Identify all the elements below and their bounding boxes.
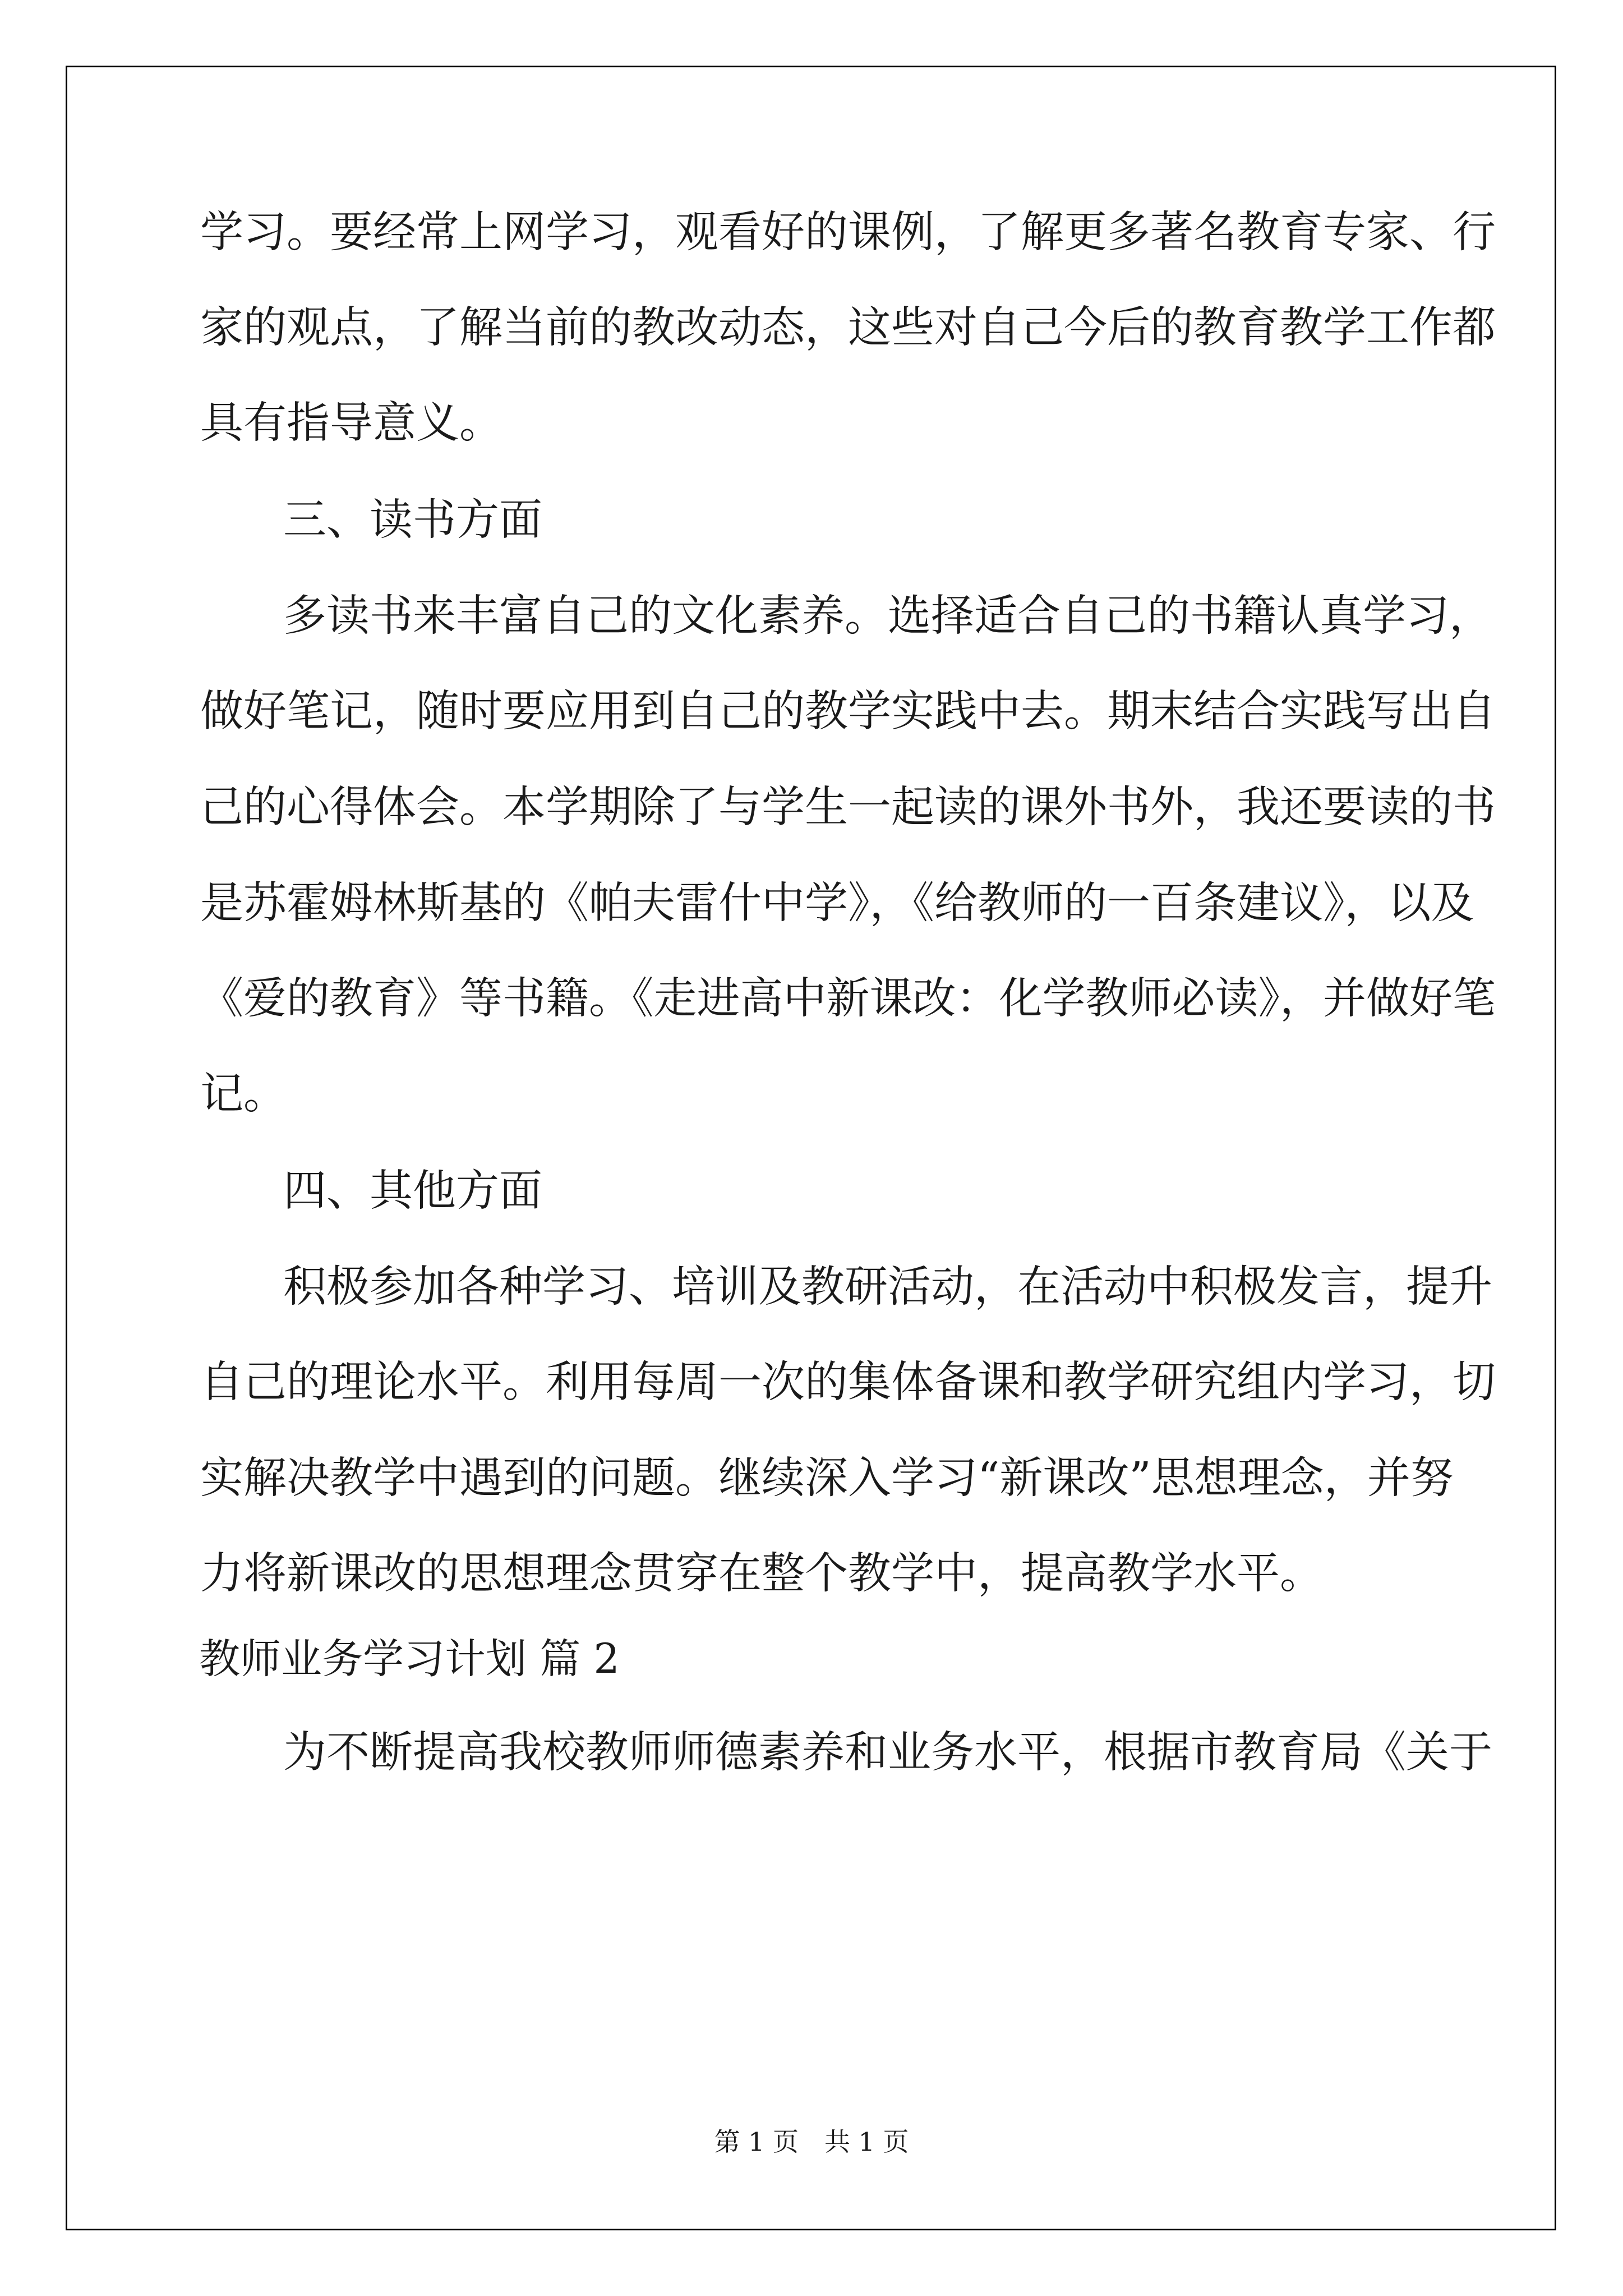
section-heading-reading: 三、读书方面	[283, 495, 542, 545]
paragraph-line: 多读书来丰富自己的文化素养。选择适合自己的书籍认真学习，	[283, 591, 1492, 641]
paragraph-line: 具有指导意义。	[200, 398, 502, 448]
paragraph-line: 是苏霍姆林斯基的《帕夫雷什中学》，《给教师的一百条建议》，以及	[200, 878, 1474, 928]
paragraph-line: 家的观点，了解当前的教改动态，这些对自己今后的教育教学工作都	[200, 303, 1496, 353]
paragraph-line: 做好笔记，随时要应用到自己的教学实践中去。期末结合实践写出自	[200, 687, 1496, 737]
paragraph-line: 为不断提高我校教师师德素养和业务水平，根据市教育局《关于	[283, 1728, 1492, 1778]
paragraph-line: 记。	[200, 1069, 287, 1119]
paragraph-line: 自己的理论水平。利用每周一次的集体备课和教学研究组内学习，切	[200, 1358, 1496, 1407]
paragraph-line: 《爱的教育》等书籍。《走进高中新课改：化学教师必读》，并做好笔	[200, 974, 1496, 1024]
paragraph-line: 力将新课改的思想理念贯穿在整个教学中，提高教学水平。	[200, 1549, 1323, 1599]
paragraph-line: 实解决教学中遇到的问题。继续深入学习“新课改”思想理念，并努	[200, 1453, 1454, 1503]
paragraph-line: 积极参加各种学习、培训及教研活动，在活动中积极发言，提升	[283, 1262, 1492, 1312]
paragraph-line: 己的心得体会。本学期除了与学生一起读的课外书外，我还要读的书	[200, 783, 1496, 832]
page-border	[66, 66, 1556, 2230]
page-number-footer: 第 1 页 共 1 页	[714, 2127, 909, 2157]
section-heading-other: 四、其他方面	[283, 1166, 542, 1216]
paragraph-line: 学习。要经常上网学习，观看好的课例，了解更多著名教育专家、行	[200, 208, 1496, 257]
article-subtitle: 教师业务学习计划 篇 2	[199, 1635, 620, 1683]
